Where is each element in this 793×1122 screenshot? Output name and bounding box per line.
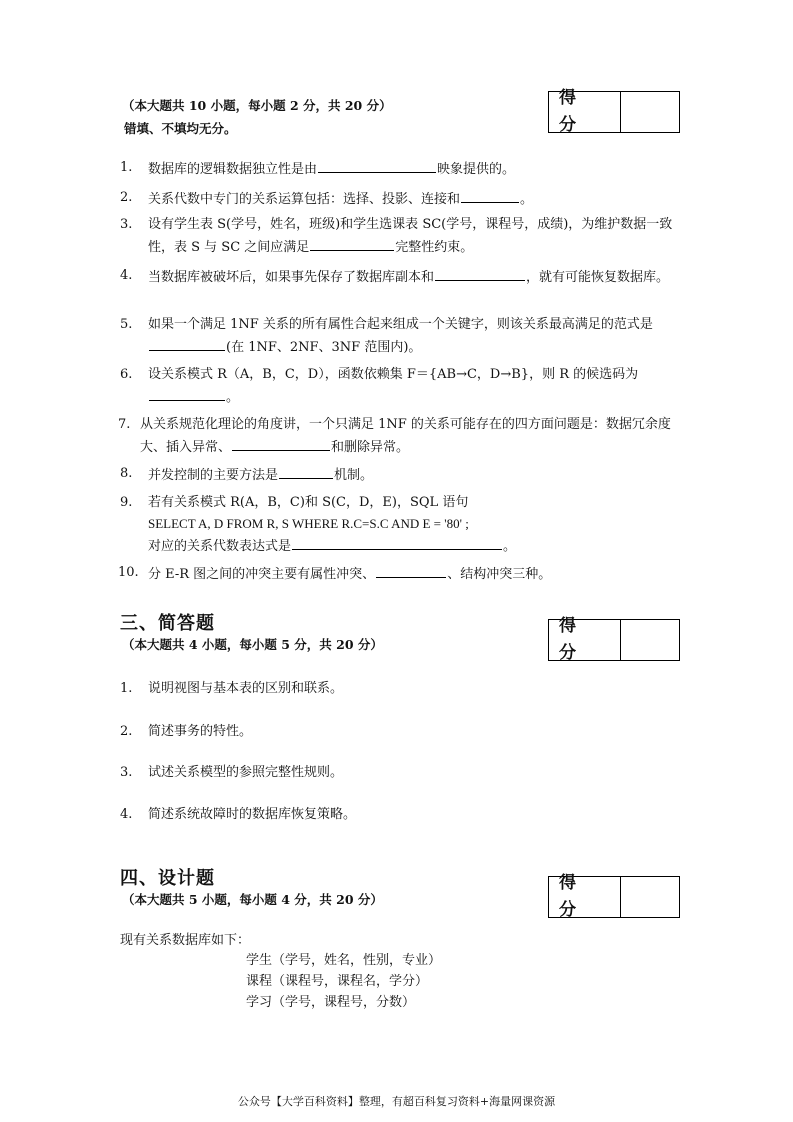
question-text: 机制。 [334, 468, 374, 483]
question-number: 2. [120, 724, 133, 739]
question-number: 4. [120, 268, 133, 283]
question-text: 。 [520, 192, 534, 207]
question-text: 简述系统故障时的数据库恢复策略。 [148, 807, 357, 822]
question-2 [120, 188, 680, 211]
question-text: 关系代数中专门的关系运算包括：选择、投影、连接和 [148, 192, 461, 207]
score-input[interactable] [621, 877, 679, 917]
question-text: 如果一个满足 1NF 关系的所有属性合起来组成一个关键字，则该关系最高满足的范式是 [148, 317, 653, 332]
question-text: 。 [226, 389, 240, 405]
question-number: 9. [120, 495, 133, 510]
short-answer-1 [120, 679, 680, 700]
score-box-section3 [548, 615, 680, 663]
question-7 [118, 415, 680, 459]
score-input[interactable] [621, 620, 679, 660]
question-text: (在 1NF、2NF、3NF 范围内)。 [226, 339, 422, 355]
page-footer: 公众号【大学百科资料】整理，有超百科复习资料+海量网课资源 [237, 1095, 556, 1108]
question-number: 8. [120, 466, 133, 481]
question-number: 10. [118, 565, 139, 580]
answer-blank[interactable] [149, 386, 225, 401]
question-8 [120, 464, 680, 487]
question-number: 3. [120, 217, 133, 232]
answer-blank[interactable] [310, 236, 394, 251]
short-answer-3 [120, 763, 680, 784]
answer-blank[interactable] [461, 188, 519, 203]
section2-subtitle: （本大题共 10 小题，每小题 2 分，共 20 分） [122, 98, 392, 113]
question-text: 说明视图与基本表的区别和联系。 [148, 681, 344, 696]
schema-course: 课程（课程号，课程名，学分） [246, 974, 429, 989]
score-box-section4 [548, 872, 680, 920]
question-text: 和删除异常。 [331, 439, 410, 455]
question-text: 完整性约束。 [395, 239, 474, 255]
sql-statement: SELECT A, D FROM R, S WHERE R.C=S.C AND E = '80' ; [148, 515, 469, 531]
question-number: 4. [120, 807, 133, 822]
question-number: 6. [120, 367, 133, 382]
score-label: 得 分 [549, 877, 621, 917]
answer-blank[interactable] [318, 158, 436, 173]
question-text: 试述关系模型的参照完整性规则。 [148, 765, 344, 780]
answer-blank[interactable] [232, 436, 330, 451]
design-intro: 现有关系数据库如下： [120, 933, 251, 948]
schema-study: 学习（学号，课程号，分数） [246, 995, 416, 1010]
answer-blank[interactable] [149, 336, 225, 351]
section2-note: 错填、不填均无分。 [124, 121, 237, 136]
question-text: 并发控制的主要方法是 [148, 468, 279, 483]
question-number: 5. [120, 317, 133, 332]
schema-student: 学生（学号，姓名，性别，专业） [246, 953, 442, 968]
question-number: 1. [120, 160, 133, 175]
question-text: 简述事务的特性。 [148, 724, 253, 739]
question-number: 1. [120, 681, 133, 696]
section3-title: 三、简答题 [120, 613, 215, 634]
score-input[interactable] [621, 92, 679, 132]
question-text: 当数据库被破坏后，如果事先保存了数据库副本和 [148, 270, 435, 285]
question-text: ，就有可能恢复数据库。 [526, 270, 670, 285]
question-text: 对应的关系代数表达式是 [148, 538, 292, 554]
question-text: 从关系规范化理论的角度讲，一个只满足 1NF 的关系可能存在的四方面问题是：数据冗余度大、插入异常、 [140, 417, 671, 455]
question-3 [120, 215, 680, 259]
short-answer-4 [120, 805, 680, 826]
question-5 [120, 315, 680, 359]
question-number: 3. [120, 765, 133, 780]
score-label: 得 分 [549, 620, 621, 660]
question-number: 2. [120, 190, 133, 205]
question-9 [120, 493, 680, 557]
question-text: 若有关系模式 R(A，B，C)和 S(C，D，E)，SQL 语句 [148, 495, 469, 510]
question-text: 数据库的逻辑数据独立性是由 [148, 162, 318, 177]
section4-title: 四、设计题 [120, 868, 215, 889]
question-1 [120, 158, 680, 181]
score-label: 得 分 [549, 92, 621, 132]
answer-blank[interactable] [292, 535, 502, 550]
question-text: 、结构冲突三种。 [447, 567, 552, 582]
answer-blank[interactable] [435, 266, 525, 281]
question-text: 。 [503, 538, 517, 554]
answer-blank[interactable] [279, 464, 333, 479]
question-4 [120, 266, 680, 289]
question-text: 设关系模式 R（A，B，C，D），函数依赖集 F＝{AB→C，D→B}，则 R 的候选码为 [148, 367, 639, 382]
question-text: 分 E-R 图之间的冲突主要有属性冲突、 [148, 567, 376, 582]
score-box-section2 [548, 87, 680, 135]
answer-blank[interactable] [376, 563, 446, 578]
section4-subtitle: （本大题共 5 小题，每小题 4 分，共 20 分） [122, 892, 383, 907]
question-10 [118, 563, 678, 586]
question-text: 映象提供的。 [437, 162, 516, 177]
question-6 [120, 365, 680, 409]
question-text: 设有学生表 S(学号，姓名，班级)和学生选课表 SC(学号，课程号，成绩)，为维护数据一致性，表 S 与 SC 之间应满足 [148, 217, 673, 255]
section3-subtitle: （本大题共 4 小题，每小题 5 分，共 20 分） [122, 637, 383, 652]
short-answer-2 [120, 722, 680, 743]
question-number: 7. [118, 417, 131, 432]
